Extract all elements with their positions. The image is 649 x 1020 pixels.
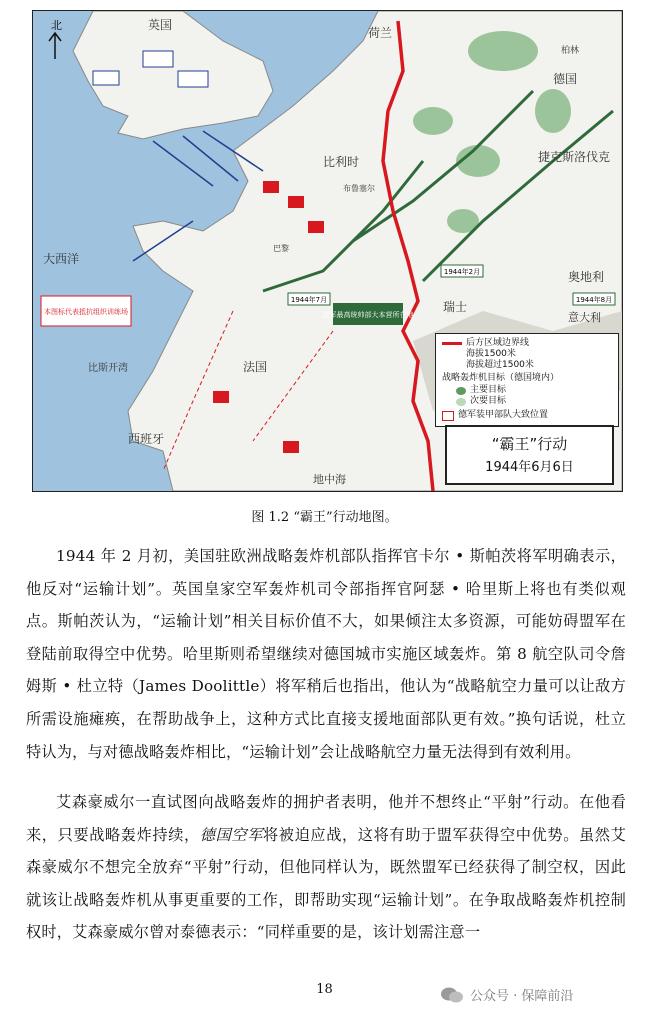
legend-row-alt-over xyxy=(466,360,534,371)
legend-alt-over-1500: 海拔超过1500米 xyxy=(466,360,534,370)
legend-row-targets-title xyxy=(442,373,559,384)
unit-marker xyxy=(143,51,173,67)
paragraph-1: 1944 年 2 月初，美国驻欧洲战略轰炸机部队指挥官卡尔 • 斯帕茨将军明确表示，他反对“运输计划”。英国皇家空军轰炸机司令部指挥官阿瑟 • 哈里斯上将也有类似观点。斯帕茨认为，“运输计划”相关目标价值不大，如果倾注太多资源，可能妨碍盟军在登陆前取得空中优势。哈里斯则希望继续对德国城市实施区域轰炸。第 8 航空队司令詹姆斯 • 杜立特（James Doolittle）将军稍后也指出，他认为“战略航空力量可以让敌方所需设施瘫痪，在帮助战争上，这种方式比直接支援地面部队更有效。”换句话说，杜立特认为，与对德战略轰炸相比，“运输计划”会让战略航空力量无法得到有效利用。 xyxy=(26,547,626,761)
unit-marker xyxy=(93,71,119,85)
legend-rear-boundary: 后方区域边界线 xyxy=(466,338,530,348)
date-tag-aug: 1944年8月 xyxy=(575,296,613,304)
unit-marker xyxy=(213,391,229,403)
date-tag-july: 1944年7月 xyxy=(290,296,328,304)
unit-marker xyxy=(288,196,304,208)
label-germany: 德国 xyxy=(553,72,578,86)
paragraph-2 xyxy=(26,786,626,949)
operation-overlord-map xyxy=(32,10,623,492)
unit-marker xyxy=(283,441,299,453)
map-legend xyxy=(435,333,619,427)
label-belgium: 比利时 xyxy=(323,155,360,169)
label-mediterranean: 地中海 xyxy=(313,473,346,486)
panzer-swatch xyxy=(442,411,454,421)
map-title: “霸王”行动 xyxy=(491,435,568,453)
primary-target-swatch xyxy=(456,387,466,395)
legend-row-boundary xyxy=(442,338,529,349)
unit-marker xyxy=(178,71,208,87)
watermark xyxy=(440,985,573,1004)
legend-row-primary xyxy=(456,385,506,396)
label-spain: 西班牙 xyxy=(128,432,165,446)
paragraph-2-part-1: 艾森豪威尔一直试图向战略轰炸的拥护者表明，他并不想终止“平射”行动。在他看来，只要战略轰炸持续， xyxy=(26,793,626,844)
legend-primary-target: 主要目标 xyxy=(470,385,507,395)
label-paris: 巴黎 xyxy=(273,244,289,253)
label-italy: 意大利 xyxy=(568,311,601,324)
legend-targets-title: 战略轰炸机目标（德国境内） xyxy=(442,373,560,383)
north-arrow-icon xyxy=(49,33,61,59)
map-date: 1944年6月6日 xyxy=(485,460,574,475)
label-atlantic: 大西洋 xyxy=(43,252,80,266)
label-france: 法国 xyxy=(243,360,268,374)
label-berlin: 柏林 xyxy=(561,46,580,56)
legend-secondary-target: 次要目标 xyxy=(470,396,507,406)
date-tag-feb: 1944年2月 xyxy=(443,268,481,276)
paragraph-2-part-2: 将被迫应战，这将有助于盟军获得空中优势。虽然艾森豪威尔不想完全放弃“平射”行动，但他同样认为，既然盟军已经获得了制空权，因此就该让战略轰炸机从事更重要的工作，即帮助实现“运输计划”。在争取战略轰炸机控制权时，艾森豪威尔曾对泰德表示：“同样重要的是，该计划需注意一 xyxy=(26,825,626,942)
unit-marker xyxy=(263,181,279,193)
legend-alt-1500: 海拔1500米 xyxy=(466,349,516,359)
legend-row-alt xyxy=(466,349,516,360)
wechat-icon xyxy=(440,986,464,1004)
label-czech: 捷克斯洛伐克 xyxy=(538,150,611,164)
label-netherlands: 荷兰 xyxy=(368,26,393,40)
map-title-box xyxy=(445,425,614,485)
resistance-note-label: 本图标代表抵抗组织训练场 xyxy=(44,308,128,316)
target-area-ruhr xyxy=(413,107,453,135)
label-england: 英国 xyxy=(148,18,173,32)
invasion-arrow-2 xyxy=(183,136,238,181)
allied-hq-label: 盟军最高统帅部大本营所在地 xyxy=(322,311,414,319)
target-area-north xyxy=(468,31,538,71)
boundary-swatch xyxy=(442,342,462,345)
label-switzerland: 瑞士 xyxy=(443,300,468,314)
north-label: 北 xyxy=(51,19,62,32)
legend-row-panzer xyxy=(442,410,548,421)
paragraph-2-emphasis: 德国空军 xyxy=(199,825,263,844)
invasion-arrow-1 xyxy=(153,141,213,186)
label-brussels: 布鲁塞尔 xyxy=(343,184,375,193)
secondary-target-swatch xyxy=(456,398,466,406)
figure-caption: 图 1.2 “霸王”行动地图。 xyxy=(251,510,398,525)
legend-panzer: 德军装甲部队大致位置 xyxy=(458,410,549,420)
label-austria: 奥地利 xyxy=(568,270,605,284)
watermark-text: 公众号 · 保障前沿 xyxy=(470,989,574,1004)
unit-marker xyxy=(308,221,324,233)
legend-row-secondary xyxy=(456,396,506,407)
target-area-east xyxy=(535,89,571,133)
label-biscay: 比斯开湾 xyxy=(88,363,128,374)
page-number: 18 xyxy=(316,982,333,997)
